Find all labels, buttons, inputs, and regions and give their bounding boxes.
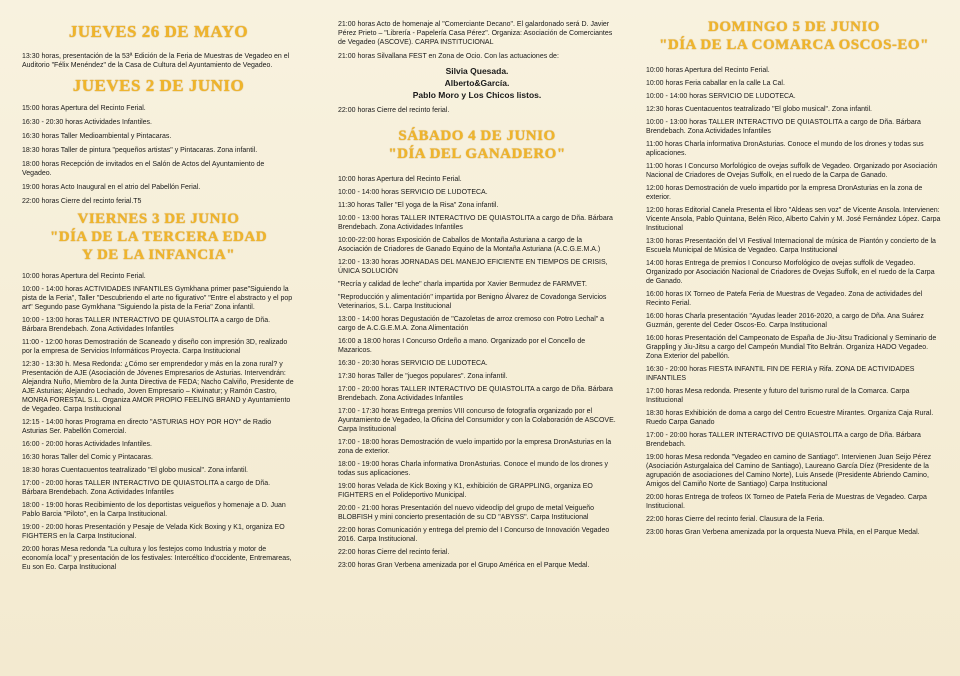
event-list-sabado-4 [338,175,616,570]
event-item: 23:00 horas Gran Verbena amenizada por el Grupo América en el Parque Medal. [338,562,590,569]
event-item: 11:00 horas Charla informativa DronAsturias. Conoce el mundo de los drones y todas sus aplicaciones. [646,141,924,157]
event-item: 20:00 horas Entrega de trofeos IX Torneo de Patefa Feria de Muestras de Vegadeo. Carpa Institucional. [646,494,927,510]
event-list-viernes-3 [22,272,295,572]
heading-viernes-3-sub2: Y DE LA INFANCIA" [81,247,236,263]
event-item: 16:00 horas Charla presentación "Ayudas leader 2016-2020, a cargo de Dña. Ana Suárez Guzmán, gerente del Ceder Oscos-Eo. Carpa Institucional [646,313,924,329]
event-item: 18:30 horas Taller de pintura "pequeños artistas" y Pintacaras. Zona infantil. [22,147,258,154]
event-item: 18:30 horas Cuentacuentos teatralizado "El globo musical". Zona infantil. [22,467,248,474]
heading-jueves-2: JUEVES 2 DE JUNIO [72,76,245,95]
event-item: 10:00 - 13:00 horas TALLER INTERACTIVO DE QUIASTOLITA a cargo de Dña. Bárbara Brendebach. Zona Actividades Infantiles [338,215,613,231]
heading-domingo-5-sub: "DÍA DE LA COMARCA OSCOS-EO" [659,37,929,53]
event-item: 18:00 - 19:00 horas Charla informativa DronAsturias. Conoce el mundo de los drones y todas sus aplicaciones. [338,461,609,477]
event-item: 22:00 horas Cierre del recinto ferial. [338,549,450,556]
event-item: 17:00 horas Mesa redonda. Presente y futuro del turismo rural de la Comarca. Carpa Institucional [646,388,910,404]
event-item: 21:00 horas Acto de homenaje al "Comerciante Decano". El galardonado será D. Javier Pérez Prieto – "Librería - Papelería Casa Pérez". Organiza: Asociación de Comerciantes de Vegadeo (ASCOVE). CARPA INSTITUCIONAL [338,21,613,46]
event-item: 17:00 - 20:00 horas TALLER INTERACTIVO DE QUIASTOLITA a cargo de Dña. Bárbara Brendebach. Zona Actividades Infantiles [22,480,271,496]
heading-jueves-26: JUEVES 26 DE MAYO [68,22,249,41]
event-item: 16:00 a 18:00 horas I Concurso Ordeño a mano. Organizado por el Concello de Mazaricos. [338,338,586,354]
event-item: 20:00 - 21:00 horas Presentación del nuevo videoclip del grupo de metal Veigueño BLOBFISH y mini concierto presentación de su CD "ABYSS". Carpa Institucional [338,505,595,521]
event-item: 16:30 - 20:00 horas FIESTA INFANTIL FIN DE FERIA y Rifa. ZONA DE ACTIVIDADES INFANTILES [646,366,915,382]
event-item: 17:00 - 20:00 horas TALLER INTERACTIVO DE QUIASTOLITA a cargo de Dña. Bárbara Brendebach. [646,432,921,448]
event-item: "Recría y calidad de leche" charla impartida por Xavier Bermudez de FARMVET. [338,281,587,288]
event-item: 18:00 - 19:00 horas Recibimiento de los deportistas veigueños y homenaje a D. Juan Pablo Barcia "Piloto", en la Carpa Institucional. [22,502,286,518]
event-list-jueves-2 [22,104,295,206]
event-item: 16:00 horas IX Torneo de Patefa Feria de Muestras de Vegadeo. Zona de actividades del Recinto Ferial. [646,291,923,307]
event-item: 14:00 horas Entrega de premios I Concurso Morfológico de ovejas suffolk de Vegadeo. Organizado por Asociación Nacional de Criadores de Ovejas Suffolk, en el ruedo de la Carpa de Ganado. [646,260,935,285]
event-item: 22:00 horas Cierre del recinto ferial.T5 [22,198,142,205]
column-right [640,0,960,676]
event-item: 13:00 horas Presentación del VI Festival Internacional de música de Piantón y concierto de la Escuela Municipal de Música de Vegadeo. Carpa Institucional [646,238,936,254]
event-item: 10:00 - 13:00 horas TALLER INTERACTIVO DE QUIASTOLITA a cargo de Dña. Bárbara Brendebach. Zona Actividades Infantiles [646,119,921,135]
event-item: 10:00 - 14:00 horas SERVICIO DE LUDOTECA. [646,93,796,100]
event-item: 21:00 horas Silvallana FEST en Zona de Ocio. Con las actuaciones de: [338,53,559,60]
event-item: 22:00 horas Cierre del recinto ferial. Clausura de la Feria. [646,516,825,523]
heading-sabado-4-sub: "DÍA DEL GANADERO" [388,146,566,162]
event-item: 12:00 - 13:30 horas JORNADAS DEL MANEJO EFICIENTE EN TIEMPOS DE CRISIS, ÚNICA SOLUCIÓN [338,259,608,275]
performer: Pablo Moro y Los Chicos listos. [412,90,542,100]
event-item: 19:00 horas Mesa redonda "Vegadeo en camino de Santiago". Intervienen Juan Seijo Pérez (Asociación Asturgalaica del Camino de Santiago), Laureano García Díez (Presidente de la agrupación de asociaciones del Camino Norte), Luis Ansede (Presidente Abriendo Camino, Amigos del Camiño Norte de Santiago) Carpa Institucional [646,454,932,488]
event-item: "Reproducción y alimentación" impartida por Benigno Álvarez de Covadonga Servicios Veterinarios, S.L. Carpa Institucional [338,294,607,310]
event-item: 23:00 horas Gran Verbena amenizada por la orquesta Nueva Phila, en el Parque Medal. [646,529,920,536]
event-item: 22:00 horas Cierre del recinto ferial. [338,107,450,114]
event-item: 22:00 horas Comunicación y entrega del premio del I Concurso de Innovación Vegadeo 2016. Carpa Institucional. [338,527,610,543]
event-item: 10:00 horas Apertura del Recinto Ferial. [338,176,462,183]
event-item: 11:30 horas Taller "El yoga de la Risa" Zona infantil. [338,202,499,209]
column-left [0,0,305,676]
event-item: 18:30 horas Exhibición de doma a cargo del Centro Ecuestre Mirantes. Organiza Caja Rural. Ruedo Carpa Ganado [646,410,934,426]
event-item: 16:00 - 20:00 horas Actividades Infantiles. [22,441,152,448]
event-item: 12:15 - 14:00 horas Programa en directo "ASTURIAS HOY POR HOY" de Radio Asturias Ser. Pabellón Comercial. [22,419,272,435]
event-item: 20:00 horas Mesa redonda "La cultura y los festejos como Industria y motor de economía local" y presentación de los festivales: Intercéltico d'occidente, Entremareas, Eu son Eo. Carpa Institucional [22,546,292,571]
heading-viernes-3-sub1: "DÍA DE LA TERCERA EDAD [49,229,268,245]
event-item: 10:00 - 14:00 horas SERVICIO DE LUDOTECA. [338,189,488,196]
event-item: 12:00 horas Demostración de vuelo impartido por la empresa DronAsturias en la zona de exterior. [646,185,923,201]
event-item: 12:30 - 13:30 h. Mesa Redonda: ¿Cómo ser emprendedor y más en la zona rural? y Presentación de AJE (Asociación de Jóvenes Empresarios de Asturias. Intervendrán: Alejandra Nuño, Miembro de la Junta Directiva de FEDA; Nacho Calviño, Presidente de AJE Asturias; Alejandro Lechado, Joven Empresario – Kiwinatur; y Ramón Castro, MONRA FORESTAL S.L. Organiza AMOR PROPIO FEELING BRAND y Ayuntamiento de Vegadeo. Carpa Institucional [22,361,294,413]
event-item: 16:30 - 20:30 horas Actividades Infantiles. [22,119,152,126]
event-item: 10:00 horas Apertura del Recinto Ferial. [22,273,146,280]
heading-domingo-5: DOMINGO 5 DE JUNIO [708,19,880,35]
event-item: 17:00 - 17:30 horas Entrega premios VIII concurso de fotografía organizado por el Ayuntamiento de Vegadeo, la Oficina del Consumidor y con la Colaboración de ASCOVE. Carpa Institucional [338,408,616,433]
event-item: 10:00 horas Feria caballar en la calle La Cal. [646,80,785,87]
event-item: 10:00 - 14:00 horas ACTIVIDADES INFANTILES Gymkhana primer pase"Siguiendo la pista de la Feria", Taller "Descubriendo el arte no figurativo" "Entre el abstracto y el pop art" Segundo pase Gymkhana "Siguiendo la pista de la Feria" Zona infantil. [22,286,293,311]
event-item: 12:30 horas Cuentacuentos teatralizado "El globo musical". Zona infantil. [646,106,872,113]
event-item: 10:00-22:00 horas Exposición de Caballos de Montaña Asturiana a cargo de la Asociación de Criadores de Ganado Equino de la Montaña Asturiana (A.C.G.E.M.A.) [338,237,601,253]
performers-list [338,65,616,101]
heading-sabado-4: SÁBADO 4 DE JUNIO [398,128,556,144]
event-item: 19:00 horas Velada de Kick Boxing y K1, exhibición de GRAPPLING, organiza EO FIGHTERS en el Polideportivo Municipal. [338,483,593,499]
event-item: 19:00 horas Acto Inaugural en el atrio del Pabellón Ferial. [22,184,201,191]
event-item: 17:30 horas Taller de "juegos populares". Zona infantil. [338,373,508,380]
heading-viernes-3: VIERNES 3 DE JUNIO [77,211,240,227]
event-list-domingo-5 [646,66,942,537]
event-item: 11:00 - 12:00 horas Demostración de Scaneado y diseño con impresión 3D, realizado por la empresa de Servicios Informáticos Proyecta. Carpa Institucional [22,339,288,355]
event-item: 15:00 horas Apertura del Recinto Ferial. [22,105,146,112]
event-item: 12:00 horas Editorial Canela Presenta el libro "Aldeas sen voz" de Vicente Ansola. Intervienen: Vicente Ansola, Pablo Quintana, Belén Rico, Alberto Calvin y M. José Fernández López. Carpa Institucional [646,207,941,232]
event-item: 16:30 - 20:30 horas SERVICIO DE LUDOTECA. [338,360,488,367]
event-item: 17:00 - 18:00 horas Demostración de vuelo impartido por la empresa DronAsturias en la zona de exterior. [338,439,612,455]
performer: Alberto&García. [444,78,510,88]
event-item: 18:00 horas Recepción de invitados en el Salón de Actos del Ayuntamiento de Vegadeo. [22,161,265,177]
event-item: 16:30 horas Taller Medioambiental y Pintacaras. [22,133,172,140]
event-item: 13:30 horas, presentación de la 53ª Edición de la Feria de Muestras de Vegadeo en el Auditorio "Félix Menéndez" de la Casa de Cultura del Ayuntamiento de Vegadeo. [22,53,290,69]
performer: Silvia Quesada. [445,66,509,76]
event-item: 10:00 - 13:00 horas TALLER INTERACTIVO DE QUIASTOLITA a cargo de Dña. Bárbara Brendebach. Zona Actividades Infantiles [22,317,271,333]
event-item: 16:00 horas Presentación del Campeonato de España de Jiu-Jitsu Tradicional y Seminario de Grappling y Jiu-Jitsu a cargo del Campeón Mundial Tito Beltrán. Organiza HADO Vegadeo. Zona Exterior del pabellón. [646,335,937,360]
event-item: 10:00 horas Apertura del Recinto Ferial. [646,67,770,74]
event-item: 11:00 horas I Concurso Morfológico de ovejas suffolk de Vegadeo. Organizado por Asociación Nacional de Criadores de Ovejas Suffolk, en el ruedo de la Carpa de Ganado. [646,163,938,179]
event-item: 17:00 - 20:00 horas TALLER INTERACTIVO DE QUIASTOLITA a cargo de Dña. Bárbara Brendebach. Zona Actividades Infantiles [338,386,613,402]
event-item: 16:30 horas Taller del Comic y Pintacaras. [22,454,153,461]
event-item: 19:00 - 20:00 horas Presentación y Pesaje de Velada Kick Boxing y K1, organiza EO FIGHTERS en la Carpa Institucional. [22,524,285,540]
column-middle [332,0,622,676]
event-item: 13:00 - 14:00 horas Degustación de "Cazoletas de arroz cremoso con Potro Lechal" a cargo de A.C.G.E.M.A. Zona Alimentación [338,316,605,332]
